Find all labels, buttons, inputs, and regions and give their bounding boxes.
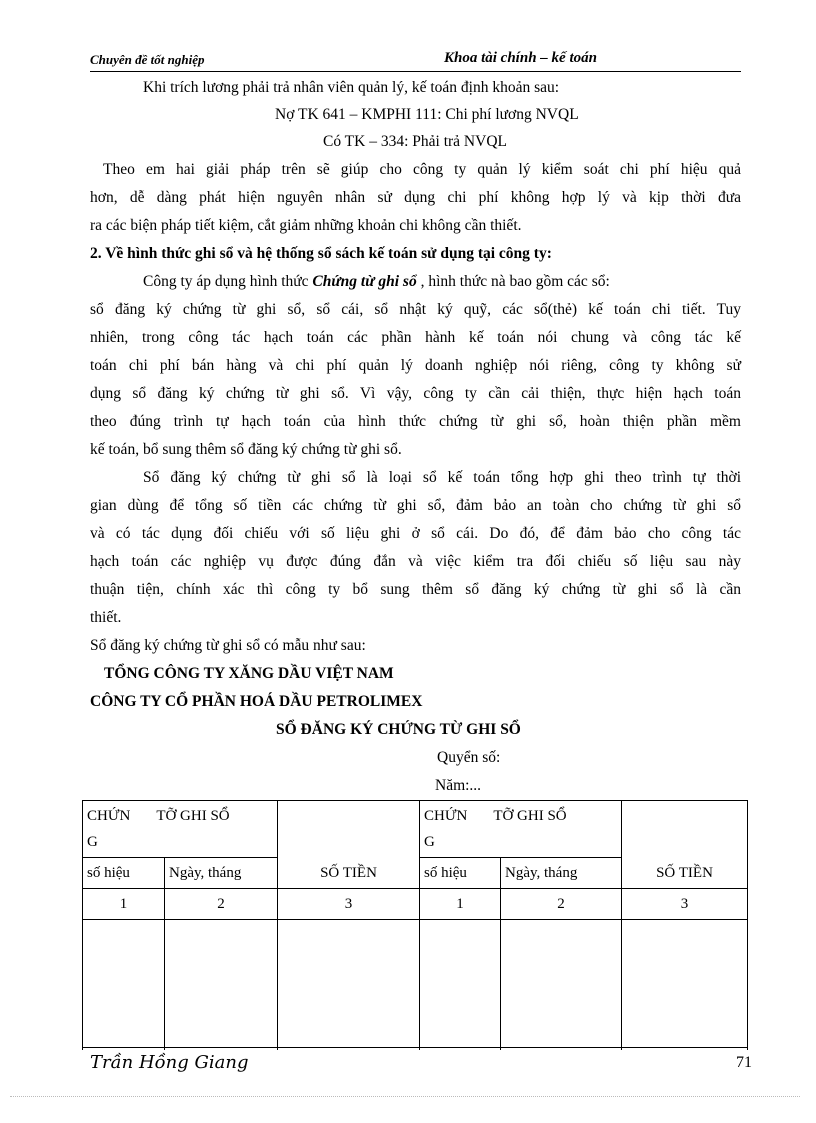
company-parent: TỔNG CÔNG TY XĂNG DẦU VIỆT NAM xyxy=(104,665,394,682)
para2-line: nhiên, trong công tác hạch toán các phần hành kế toán nói chung và công tác kế xyxy=(90,329,741,346)
year-label: Năm:... xyxy=(435,777,482,794)
col-ngay-thang: Ngày, tháng xyxy=(165,858,278,889)
table-body-row xyxy=(83,920,748,1051)
company-name: CÔNG TY CỔ PHẦN HOÁ DẦU PETROLIMEX xyxy=(90,693,423,710)
header-right: Khoa tài chính – kế toán xyxy=(444,50,597,66)
table-number-row xyxy=(83,889,748,920)
para1-line: ra các biện pháp tiết kiệm, cắt giảm những khoản chi không cần thiết. xyxy=(90,217,522,234)
header-left: Chuyên đề tốt nghiệp xyxy=(90,52,205,67)
para1-line: Theo em hai giải pháp trên sẽ giúp cho công ty quản lý kiểm soát chi phí hiệu quả xyxy=(103,161,741,178)
para1-line: hơn, dễ dàng phát hiện nguyên nhân sử dụng chi phí không hợp lý và kịp thời đưa xyxy=(90,189,741,206)
col-number: 3 xyxy=(622,889,748,920)
para2-post: , hình thức nà bao gồm các sổ: xyxy=(416,273,610,290)
para3-line: thiết. xyxy=(90,609,122,626)
col-number: 1 xyxy=(83,889,165,920)
footer-divider xyxy=(82,1047,747,1048)
page-number: 71 xyxy=(736,1054,752,1071)
para2-emphasis: Chứng từ ghi sổ xyxy=(312,273,417,290)
para2-line: toán chi phí bán hàng và chi phí quản lý doanh nghiệp nói riêng, công ty không sử xyxy=(90,357,741,374)
group-header-right: CHỨN TỠ GHI SỔ G xyxy=(420,801,622,858)
book-number: Quyển số: xyxy=(437,749,501,766)
para3-line: hạch toán các nghiệp vụ được đúng đắn và việc kiểm tra đối chiếu số liệu sau này xyxy=(90,553,741,570)
table-group-header xyxy=(83,801,748,858)
col-ngay-thang: Ngày, tháng xyxy=(501,858,622,889)
group-header-left: CHỨN TỠ GHI SỔ G xyxy=(83,801,278,858)
para2-line: dụng sổ đăng ký chứng từ ghi sổ. Vì vậy, công ty cần cải thiện, thực hiện hạch toán xyxy=(90,385,741,402)
col-number: 3 xyxy=(278,889,420,920)
col-number: 2 xyxy=(165,889,278,920)
page-edge xyxy=(10,1096,800,1097)
para3-line: thuận tiện, chính xác thì công ty bổ sung thêm sổ đăng ký chứng từ ghi sổ là cần xyxy=(90,581,741,598)
amount-header-right: SỐ TIỀN xyxy=(622,801,748,889)
para2-first-line xyxy=(143,268,610,295)
register-table xyxy=(82,800,748,1050)
col-number: 2 xyxy=(501,889,622,920)
credit-entry: Có TK – 334: Phải trả NVQL xyxy=(323,133,507,150)
para3-line: Sổ đăng ký chứng từ ghi sổ là loại sổ kế toán tổng hợp ghi theo trình tự thời xyxy=(143,469,741,486)
para3-line: gian dùng để tổng số tiền các chứng từ ghi sổ, đảm bảo an toàn cho chứng từ ghi sổ xyxy=(90,497,741,514)
col-so-hieu: số hiệu xyxy=(83,858,165,889)
col-so-hieu: số hiệu xyxy=(420,858,501,889)
form-title: SỔ ĐĂNG KÝ CHỨNG TỪ GHI SỔ xyxy=(276,721,521,738)
para2-line: kế toán, bổ sung thêm sổ đăng ký chứng từ ghi sổ. xyxy=(90,441,402,458)
form-intro: Sổ đăng ký chứng từ ghi sổ có mẫu như sau: xyxy=(90,637,366,654)
footer-author: Trần Hồng Giang xyxy=(90,1052,249,1073)
intro-line: Khi trích lương phải trả nhân viên quản lý, kế toán định khoản sau: xyxy=(143,79,560,96)
para2-line: sổ đăng ký chứng từ ghi sổ, sổ cái, sổ nhật ký quỹ, các sổ(thẻ) kế toán chi tiết. Tuy xyxy=(90,301,741,318)
para2-pre: Công ty áp dụng hình thức xyxy=(143,273,313,290)
debit-entry: Nợ TK 641 – KMPHI 111: Chi phí lương NVQL xyxy=(275,106,579,123)
para3-line: và có tác dụng đối chiếu với số liệu ghi ở sổ cái. Do đó, để đảm bảo cho công tác xyxy=(90,525,741,542)
amount-header-left: SỐ TIỀN xyxy=(278,801,420,889)
header-divider xyxy=(90,71,741,72)
col-number: 1 xyxy=(420,889,501,920)
para2-line: theo đúng trình tự hạch toán của hình thức chứng từ ghi sổ, hoàn thiện phần mềm xyxy=(90,413,741,430)
section-heading: 2. Về hình thức ghi sổ và hệ thống sổ sách kế toán sử dụng tại công ty: xyxy=(90,245,552,262)
